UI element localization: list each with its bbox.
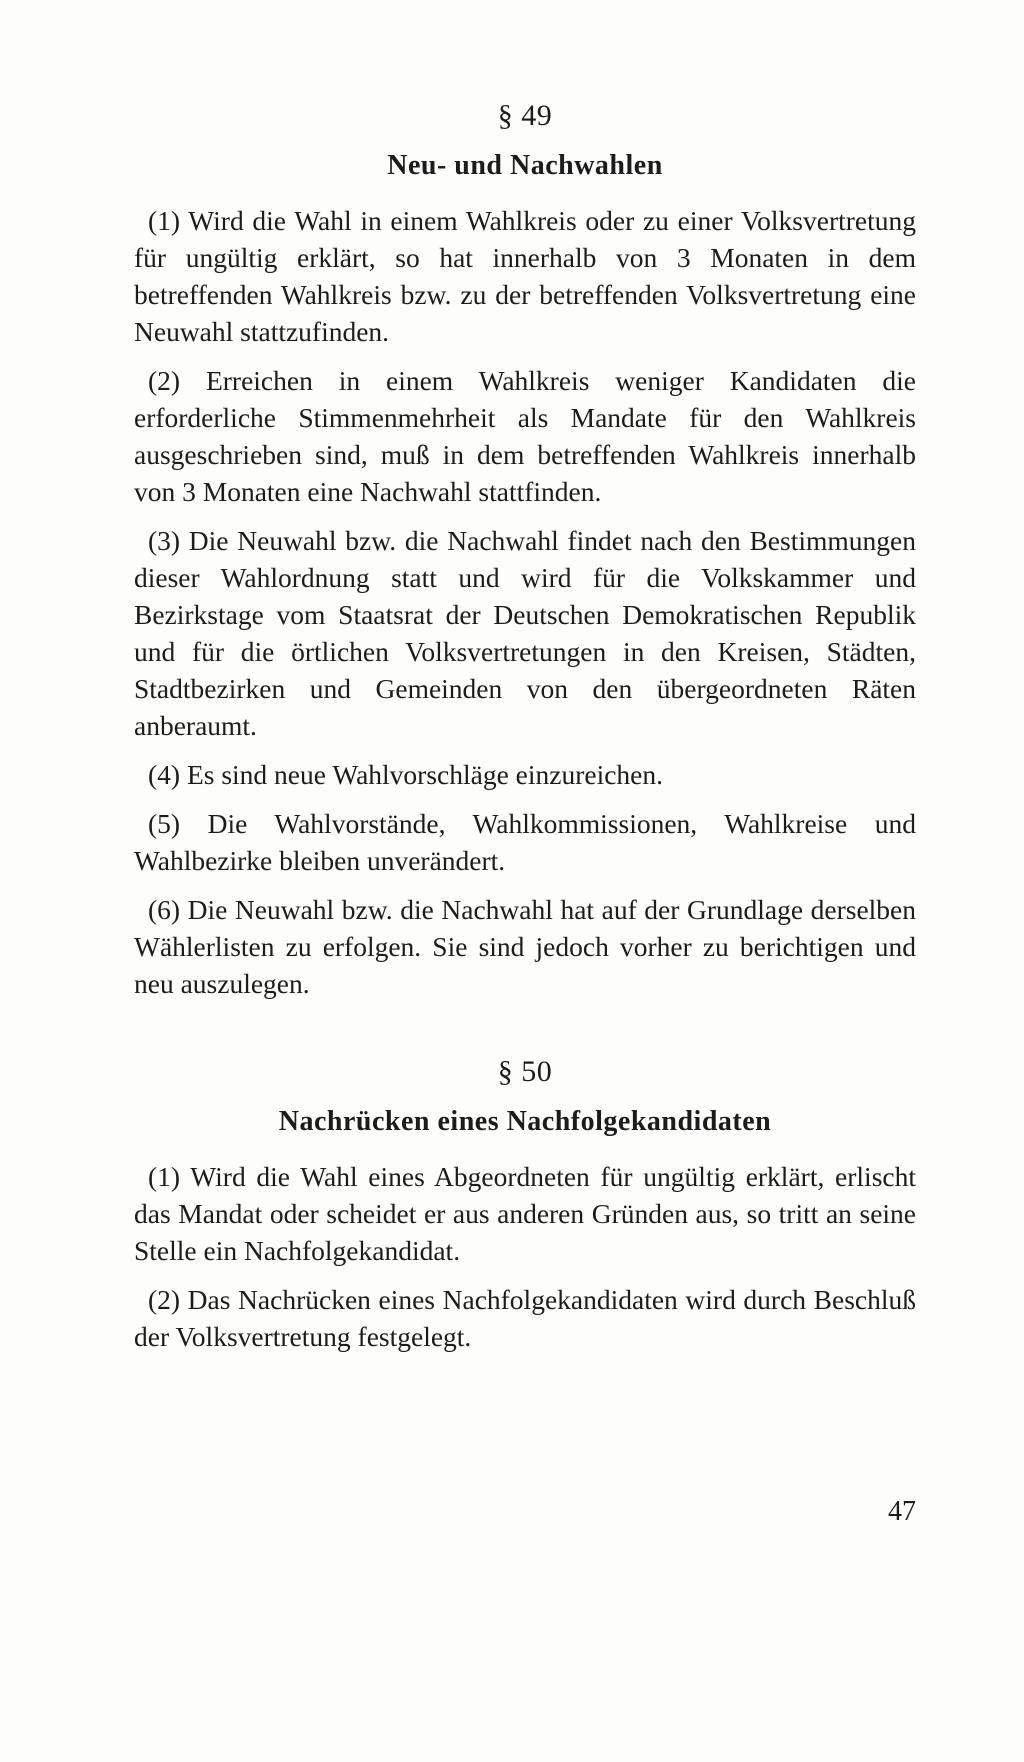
section-50-number: § 50 bbox=[497, 1055, 553, 1088]
section-spacer bbox=[134, 1014, 916, 1052]
section-49-paragraph-3: (3) Die Neuwahl bzw. die Nachwahl findet nach den Bestimmungen dieser Wahlordnung statt und wird für die Volkskammer und Bezirkstage vom Staatsrat der Deutschen Demokratischen Republik und für die örtlichen Volksvertretungen in den Kreisen, Städten, Stadtbezirken und Gemeinden von den übergeordneten Räten anberaumt. bbox=[134, 525, 916, 741]
section-49-paragraph-2: (2) Erreichen in einem Wahlkreis weniger Kandidaten die erforderliche Stimmenmehrheit als Mandate für den Wahlkreis ausgeschrieben sind, muß in dem betreffenden Wahlkreis innerhalb von 3 Monaten eine Nachwahl stattfinden. bbox=[134, 365, 916, 507]
page-content bbox=[134, 96, 916, 1367]
section-49-paragraph-4: (4) Es sind neue Wahlvorschläge einzureichen. bbox=[148, 759, 664, 790]
section-50-paragraph-1: (1) Wird die Wahl eines Abgeordneten für ungültig erklärt, erlischt das Mandat oder scheidet er aus anderen Gründen aus, so tritt an seine Stelle ein Nachfolgekandidat. bbox=[134, 1161, 916, 1266]
section-50-paragraph-2: (2) Das Nachrücken eines Nachfolgekandidaten wird durch Beschluß der Volksvertretung festgelegt. bbox=[134, 1284, 916, 1352]
section-49-number: § 49 bbox=[497, 99, 553, 132]
section-49-paragraph-1: (1) Wird die Wahl in einem Wahlkreis oder zu einer Volksvertretung für ungültig erklärt, so hat innerhalb von 3 Monaten in dem betreffenden Wahlkreis bzw. zu der betreffenden Volksvertretung eine Neuwahl stattzufinden. bbox=[134, 205, 916, 347]
section-49-paragraph-6: (6) Die Neuwahl bzw. die Nachwahl hat auf der Grundlage derselben Wählerlisten zu erfolgen. Sie sind jedoch vorher zu berichtigen und neu auszulegen. bbox=[134, 894, 916, 999]
section-49-heading: Neu- und Nachwahlen bbox=[387, 150, 663, 181]
page-number: 47 bbox=[888, 1496, 916, 1527]
section-50-heading: Nachrücken eines Nachfolgekandidaten bbox=[278, 1106, 772, 1137]
section-49-paragraph-5: (5) Die Wahlvorstände, Wahlkommissionen, Wahlkreise und Wahlbezirke bleiben unverändert. bbox=[134, 808, 916, 876]
